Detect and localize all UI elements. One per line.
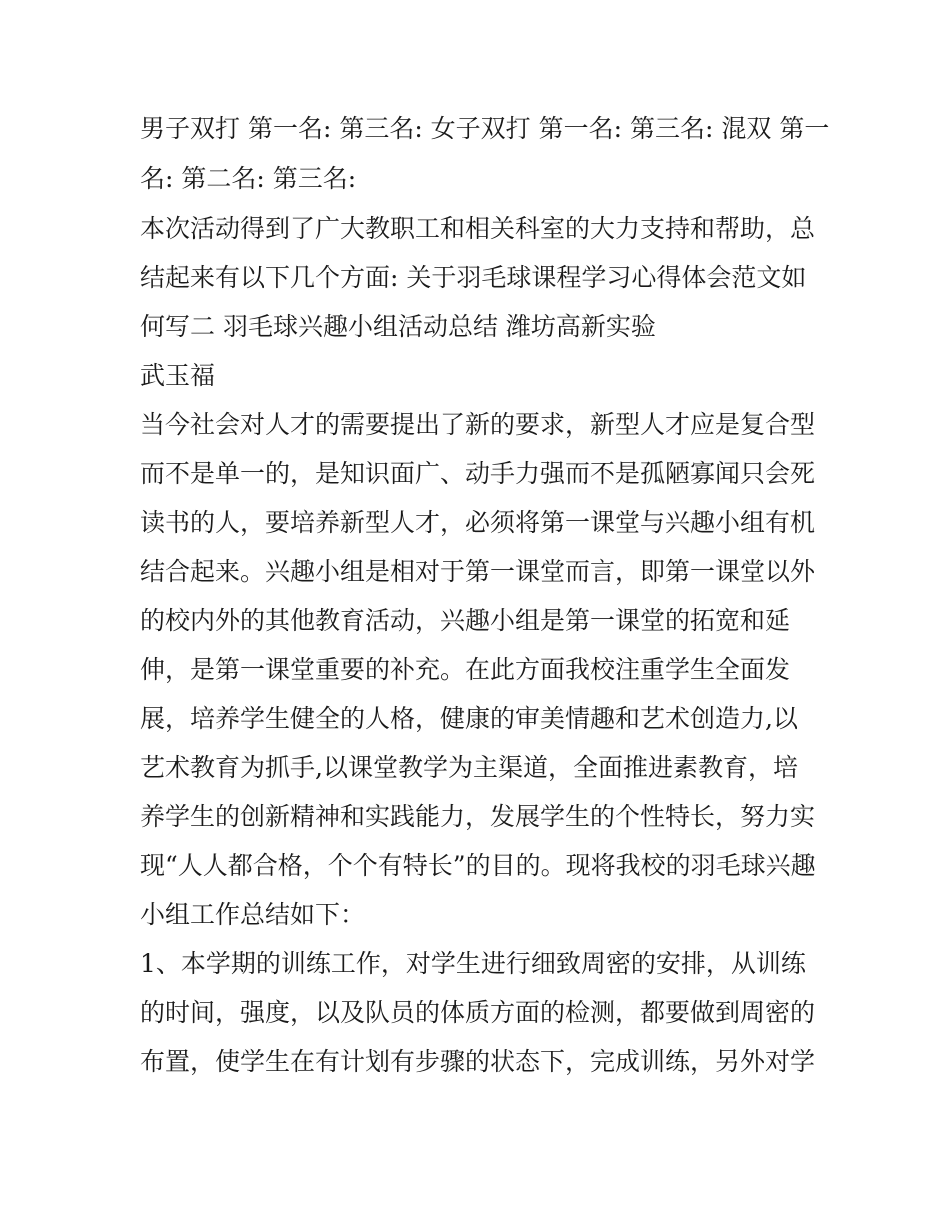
text-line: 艺术教育为抓手,以课堂教学为主渠道，全面推进素教育，培	[140, 753, 798, 782]
document-body	[140, 108, 830, 1090]
text-line: 结合起来。兴趣小组是相对于第一课堂而言，即第一课堂以外	[140, 557, 816, 586]
text-line: 的校内外的其他教育活动，兴趣小组是第一课堂的拓宽和延	[140, 606, 791, 635]
text-line: 现“人人都合格，个个有特长”的目的。现将我校的羽毛球兴趣	[140, 851, 816, 880]
text-line: 布置，使学生在有计划有步骤的状态下，完成训练，另外对学	[140, 1047, 816, 1076]
text-line: 武玉福	[140, 361, 216, 390]
text-line: 男子双打 第一名: 第三名: 女子双打 第一名: 第三名: 混双 第一	[140, 114, 830, 143]
text-line: 结起来有以下几个方面: 关于羽毛球课程学习心得体会范文如	[140, 263, 807, 292]
text-line: 本次活动得到了广大教职工和相关科室的大力支持和帮助，总	[140, 214, 816, 243]
text-line: 伸，是第一课堂重要的补充。在此方面我校注重学生全面发	[140, 655, 791, 684]
text-line: 的时间，强度，以及队员的体质方面的检测，都要做到周密的	[140, 998, 816, 1027]
text-line: 小组工作总结如下：	[140, 900, 366, 929]
text-line: 当今社会对人才的需要提出了新的要求，新型人才应是复合型	[140, 410, 816, 439]
text-line: 1、本学期的训练工作，对学生进行细致周密的安排，从训练	[140, 949, 806, 978]
text-line: 名: 第二名: 第三名:	[140, 164, 357, 193]
text-line: 养学生的创新精神和实践能力，发展学生的个性特长，努力实	[140, 802, 816, 831]
text-line: 而不是单一的，是知识面广、动手力强而不是孤陋寡闻只会死	[140, 459, 816, 488]
text-line: 读书的人，要培养新型人才，必须将第一课堂与兴趣小组有机	[140, 508, 816, 537]
text-line: 展，培养学生健全的人格，健康的审美情趣和艺术创造力,以	[140, 704, 798, 733]
text-line: 何写二 羽毛球兴趣小组活动总结 潍坊高新实验	[140, 312, 656, 341]
